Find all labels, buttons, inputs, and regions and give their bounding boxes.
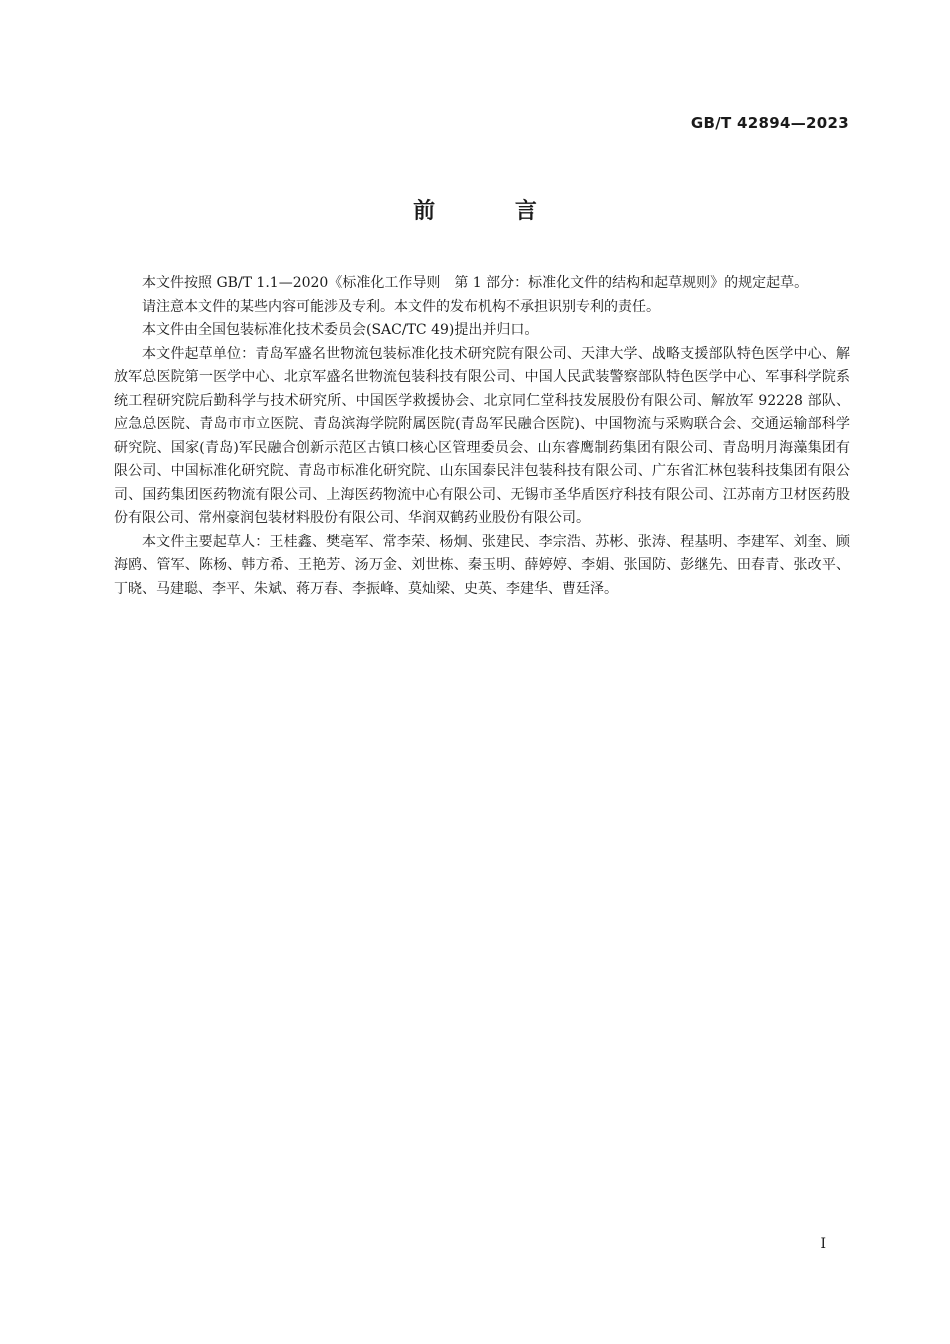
paragraph-drafters: 本文件主要起草人：王桂鑫、樊亳军、常李荣、杨炯、张建民、李宗浩、苏彬、张涛、程基明、李建军、刘奎、顾海鸥、管军、陈杨、韩方希、王艳芳、汤万金、刘世栋、秦玉明、薛婷婷、李娟、张国防、彭继先、田春青、张改平、丁晓、马建聪、李平、朱斌、蒋万春、李振峰、莫灿梁、史英、李建华、曹廷泽。 [114,533,850,597]
paragraph-patent-notice: 请注意本文件的某些内容可能涉及专利。本文件的发布机构不承担识别专利的责任。 [142,298,660,315]
paragraph-drafting-units: 本文件起草单位：青岛军盛名世物流包装标准化技术研究院有限公司、天津大学、战略支援部队特色医学中心、解放军总医院第一医学中心、北京军盛名世物流包装科技有限公司、中国人民武装警察部队特色医学中心、军事科学院系统工程研究院后勤科学与技术研究所、中国医学救援协会、北京同仁堂科技发展股份有限公司、解放军 92228 部队、应急总医院、青岛市市立医院、青岛滨海学院附属医院(青岛军民融合医院)、中国物流与采购联合会、交通运输部科学研究院、国家(青岛)军民融合创新示范区古镇口核心区管理委员会、山东睿鹰制药集团有限公司、青岛明月海藻集团有限公司、中国标准化研究院、青岛市标准化研究院、山东国泰民沣包装科技有限公司、广东省汇林包装科技集团有限公司、国药集团医药物流有限公司、上海医药物流中心有限公司、无锡市圣华盾医疗科技有限公司、江苏南方卫材医药股份有限公司、常州豪润包装材料股份有限公司、华润双鹤药业股份有限公司。 [114,345,850,526]
foreword-body [114,272,850,601]
paragraph-drafting-rules: 本文件按照 GB/T 1.1—2020《标准化工作导则 第 1 部分：标准化文件的结构和起草规则》的规定起草。 [142,275,809,291]
page-number: I [820,1236,826,1252]
paragraph-proposer: 本文件由全国包装标准化技术委员会(SAC/TC 49)提出并归口。 [142,322,539,338]
standard-number: GB/T 42894—2023 [690,114,849,132]
page-title: 前 言 [413,199,573,224]
